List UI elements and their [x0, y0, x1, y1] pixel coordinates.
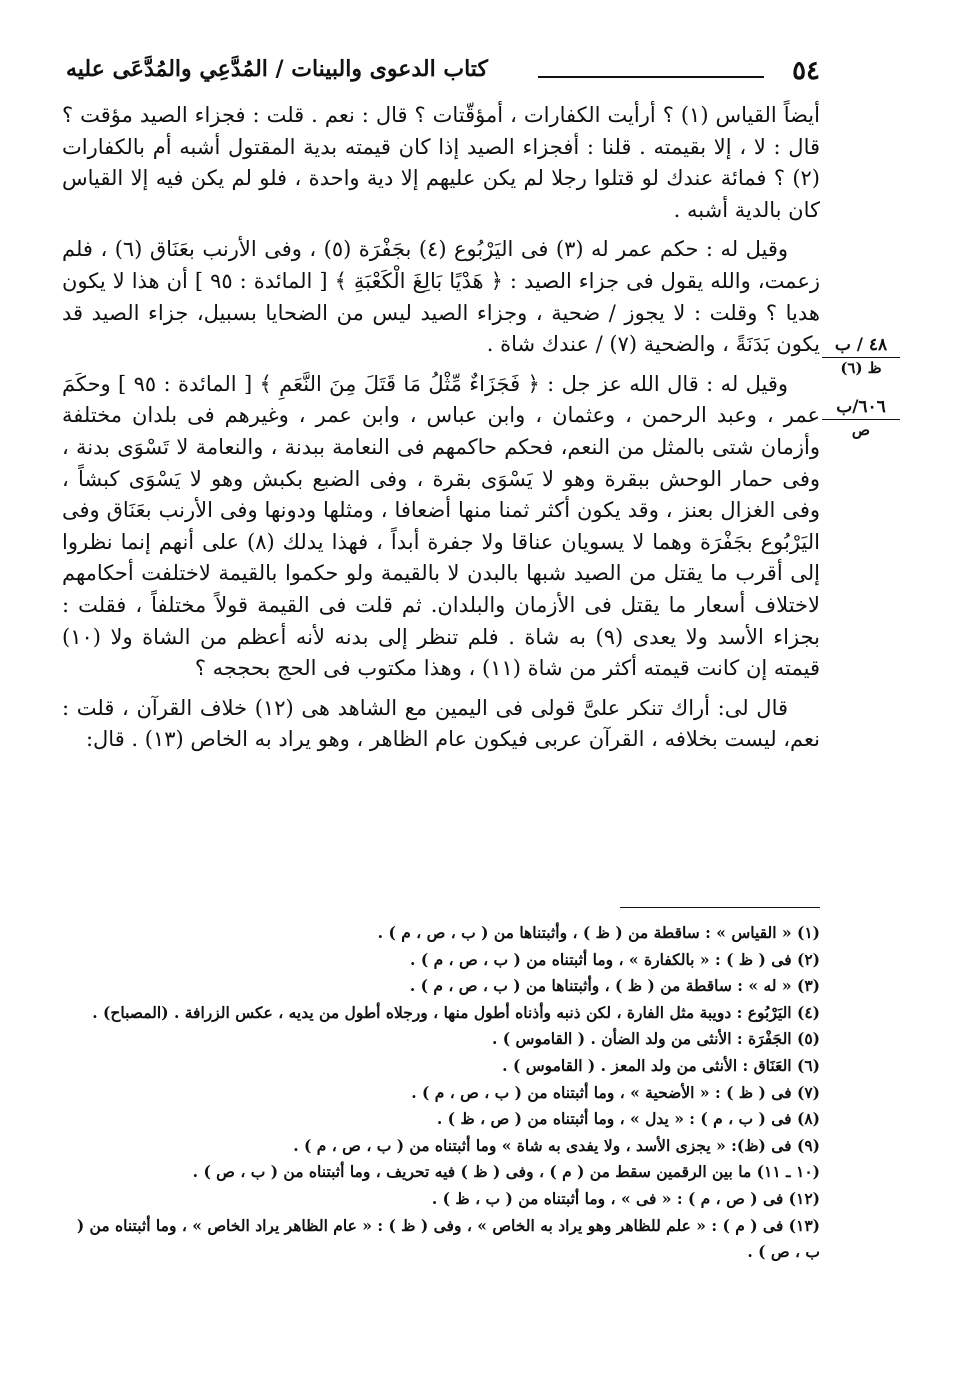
header-rule: [538, 76, 764, 78]
footnote-2: (٢) فى ( ظ ) : « بالكفارة » ، وما أثبتناه من ( ب ، ص ، م ) .: [410, 949, 820, 969]
footnote-13: (١٣) فى ( م ) : « علم للظاهر وهو يراد به الخاص » ، وفى ( ظ ) : « عام الظاهر يراد الخاص » ، وما أثبتناه من ( ب ، ص ) .: [76, 1215, 820, 1262]
footnote-1: (١) « القياس » : ساقطة من ( ظ ) ، وأثبتناها من ( ب ، ص ، م ) .: [377, 923, 820, 942]
margin-note-folio: ٦٠٦/ب: [822, 396, 900, 420]
page-number: ٥٤: [792, 56, 820, 86]
footnote-10-11: (١٠ ـ ١١) ما بين الرقمين سقط من ( م ) ، وفى ( ظ ) فيه تحريف ، وما أثبتناه من ( ب ، ص ) .: [192, 1162, 820, 1182]
footnotes: [62, 920, 820, 1266]
footnote-5: (٥) الجَفْرَة : الأنثى من ولد الضأن . ( القاموس ) .: [492, 1029, 820, 1049]
paragraph-1: أيضاً القياس (١) ؟ أرأيت الكفارات ، أمؤقّتات ؟ قال : نعم . قلت : فجزاء الصيد مؤقت ؟ قال : لا ، إلا بقيمته . قلنا : أفجزاء الصيد إذا كان قيمته بدية المقتول أشبه أم بالكفارات (٢) ؟ فمائة عندك لو قتلوا رجلا لم يكن عليهم إلا دية واحدة ، فلو لم يكن فيه إلا القياس كان بالدية أشبه .: [62, 103, 820, 222]
footnote-3: (٣) « له » : ساقطة من ( ظ ) ، وأثبتناها من ( ب ، ص ، م ) .: [409, 976, 820, 996]
main-text: [62, 100, 820, 756]
margin-note-1: [822, 334, 900, 378]
margin-note-manuscript: ظ (٦): [840, 359, 882, 377]
margin-note-manuscript: ص: [851, 421, 871, 439]
footnote-separator: [620, 907, 820, 908]
footnote-12: (١٢) فى ( ص ، م ) : « فى » ، وما أثبتناه من ( ب ، ظ ) .: [431, 1188, 820, 1208]
running-title: كتاب الدعوى والبينات / المُدَّعِي والمُدَّعَى عليه: [66, 56, 488, 82]
paragraph-4: قال لى: أراك تنكر علىَّ قولى فى اليمين مع الشاهد هى (١٢) خلاف القرآن ، قلت : نعم، ليست بخلافه ، القرآن عربى فيكون عام الظاهر ، وهو يراد به الخاص (١٣) . قال:: [62, 695, 820, 752]
footnote-9: (٩) فى (ظ): « يجزى الأسد ، ولا يفدى به شاة » وما أثبتناه من ( ب ، ص ، م ) .: [293, 1135, 820, 1155]
margin-note-folio: ٤٨ / ب: [822, 334, 900, 358]
paragraph-3: وقيل له : قال الله عز جل : ﴿ فَجَزَاءٌ مِّثْلُ مَا قَتَلَ مِنَ النَّعَمِ ﴾ [ المائدة : ٩٥ ] وحكَمَ عمر ، وعبد الرحمن ، وعثمان ، وابن عباس ، وابن عمر ، وغيرهم فى بلدان مختلفة وأزمان شتى بالمثل من النعم، فحكم حاكمهم فى النعامة ببدنة ، والنعامة لا تَسْوَى بدنة ، وفى حمار الوحش ببقرة وهو لا يَسْوَى بقرة ، وفى الضبع بكبش وهو لا يَسْوَى كبشاً ، وفى الغزال بعنز ، وقد يكون أكثر ثمنا منها أضعافا ، ومثلها ودونها وفى الأرنب بعَنَاق وفى اليَرْبُوع بجَفْرَة وهما لا يسويان عناقا ولا جفرة أبداً ، فهذا يدلك (٨) على أنهم إنما نظروا إلى أقرب ما يقتل من الصيد شبها بالبدن لا بالقيمة ولو حكموا بالقيمة لاختلفت أحكامهم لاختلاف أسعار ما يقتل فى الأزمان والبلدان. ثم قلت فى القيمة قولاً مختلفاً ، فقلت : بجزاء الأسد ولا يعدى (٩) به شاة . فلم تنظر إلى بدنه لأنه أعظم من الشاة ولا (١٠) قيمته إن كانت قيمته أكثر من شاة (١١) ، وهذا مكتوب فى الحج بحججه ؟: [62, 371, 820, 681]
footnote-8: (٨) فى ( ب ، م ) : « يدل » ، وما أثبتناه من ( ص ، ظ ) .: [436, 1109, 820, 1129]
margin-note-2: [822, 396, 900, 440]
paragraph-2: وقيل له : حكم عمر له (٣) فى اليَرْبُوع (٤) بجَفْرَة (٥) ، وفى الأرنب بعَنَاق (٦) ، فلم زعمت، والله يقول فى جزاء الصيد : ﴿ هَدْيًا بَالِغَ الْكَعْبَةِ ﴾ [ المائدة : ٩٥ ] أن هذا لا يكون هديا ؟ وقلت : لا يجوز / ضحية ، وجزاء الصيد ليس من الضحايا بسبيل، جزاء الصيد قد يكون بَدَنَةً ، والضحية (٧) / عندك شاة .: [62, 237, 820, 357]
page-header: [62, 50, 824, 94]
footnote-6: (٦) العَنَاق : الأنثى من ولد المعز . ( القاموس ) .: [502, 1055, 820, 1075]
footnote-7: (٧) فى ( ظ ) : « الأضحية » ، وما أثبتناه من ( ب ، ص ، م ) .: [411, 1082, 820, 1102]
footnote-4: (٤) اليَرْبُوع : دويبة مثل الفارة ، لكن ذنبه وأذناه أطول منها ، ورجلاه أطول من يديه ، عكس الزرافة . (المصباح) .: [92, 1002, 820, 1022]
